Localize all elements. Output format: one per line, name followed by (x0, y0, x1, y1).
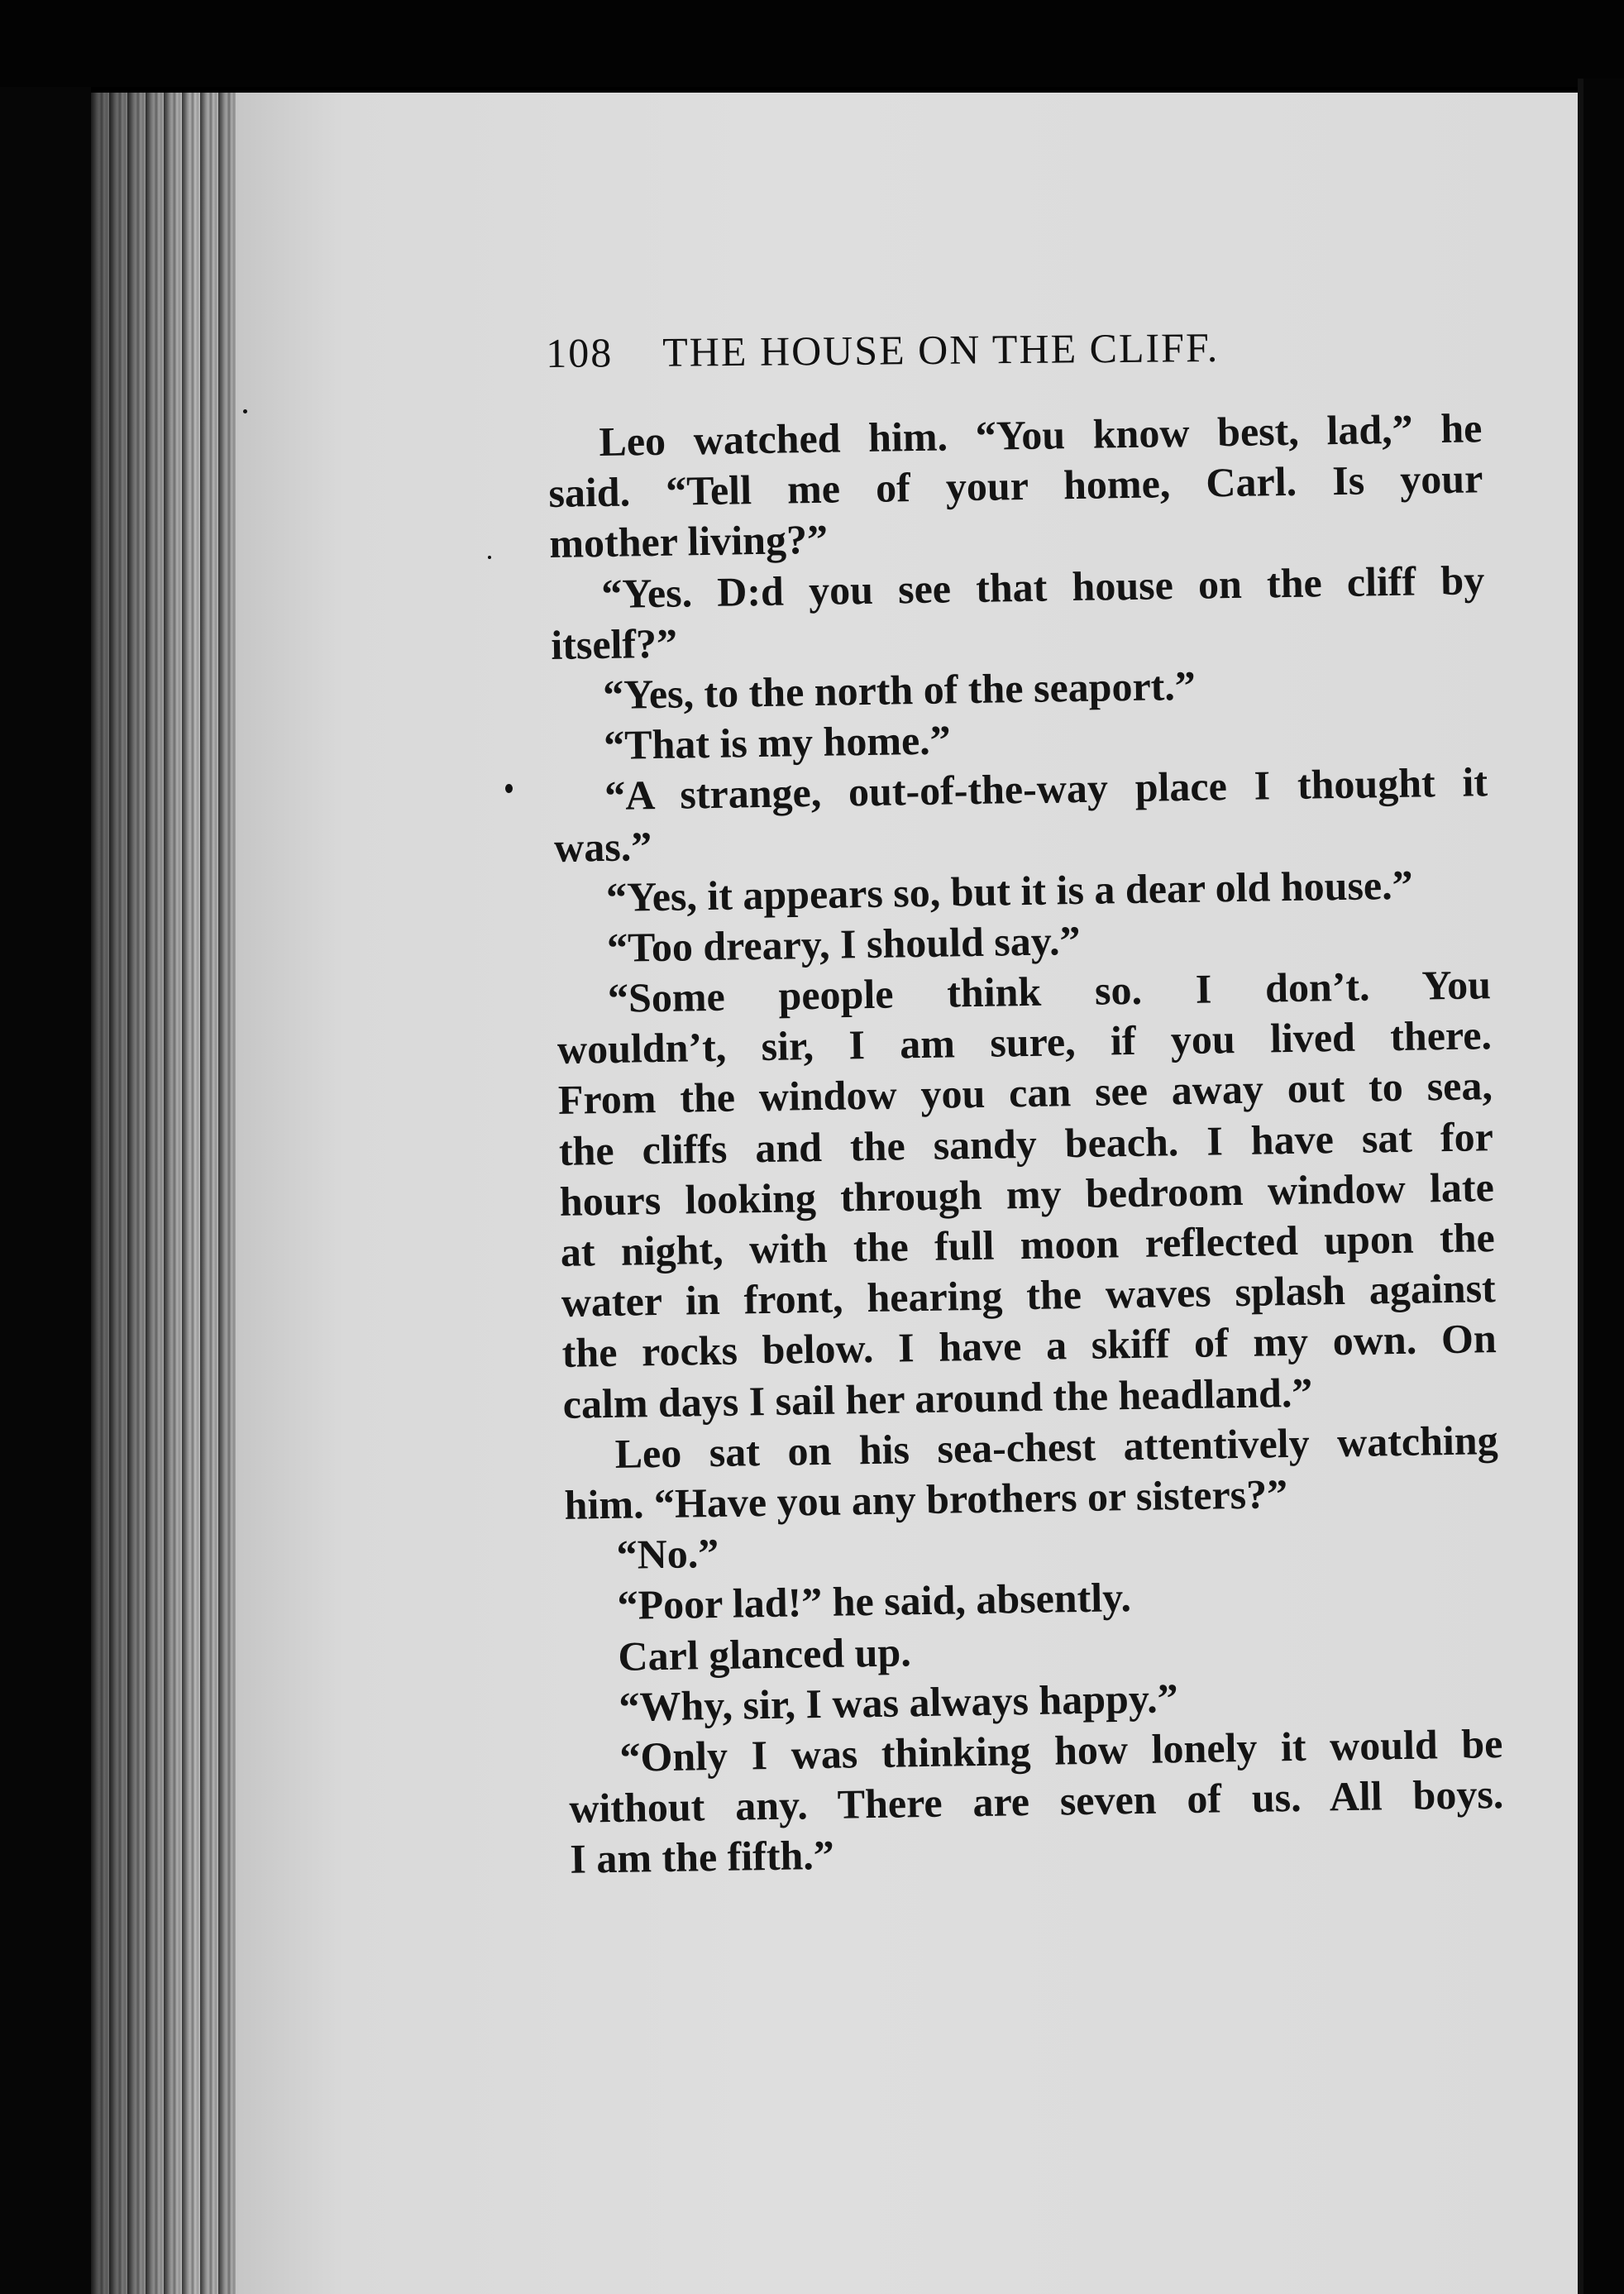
ink-speck (243, 409, 247, 413)
text-line: “Some people think so. I don’t. You (607, 961, 1492, 1021)
page-number: 108 (546, 329, 614, 376)
text-line: was.” (553, 822, 652, 871)
text-line: “A strange, out-of-the-way place I thought it (604, 758, 1488, 820)
text-line: “That is my home.” (603, 716, 952, 769)
text-line: hours looking through my bedroom window late (559, 1163, 1495, 1225)
text-line: “Yes. D:d you see that house on the cliff by (600, 556, 1485, 617)
running-header (546, 322, 1373, 377)
text-line: him. “Have you any brothers or sisters?” (564, 1470, 1288, 1528)
text-line: “No.” (616, 1530, 719, 1578)
text-line: itself?” (550, 619, 678, 668)
text-line: “Why, sir, I was always happy.” (619, 1674, 1179, 1730)
text-line: “Too dreary, I should say.” (606, 916, 1081, 971)
text-line: Carl glanced up. (618, 1627, 912, 1680)
text-line: “Only I was thinking how lonely it would be (619, 1719, 1503, 1780)
text-line: “Poor lad!” he said, absently. (617, 1574, 1132, 1629)
ink-speck (488, 556, 491, 559)
running-title: THE HOUSE ON THE CLIFF. (662, 323, 1220, 375)
text-line: at night, with the full moon reflected upon the (560, 1214, 1496, 1275)
page-edges-shadow (91, 93, 236, 2294)
text-line: said. “Tell me of your home, Carl. Is your (547, 455, 1483, 517)
text-line: mother living?” (548, 516, 829, 567)
text-line: “Yes, to the north of the seaport.” (602, 662, 1197, 718)
text-line: the cliffs and the sandy beach. I have sat for (558, 1112, 1494, 1174)
text-line: wouldn’t, sir, I am sure, if you lived there. (556, 1011, 1493, 1073)
text-line: Leo sat on his sea-chest attentively watching (614, 1416, 1498, 1477)
ink-speck (505, 784, 513, 793)
text-line: the rocks below. I have a skiff of my own. On (561, 1315, 1497, 1377)
scan-right-border (1583, 79, 1624, 2294)
body-text (547, 403, 1505, 1885)
text-line: water in front, hearing the waves splash against (561, 1264, 1497, 1326)
text-line: From the window you can see away out to sea, (557, 1062, 1493, 1124)
text-line: Leo watched him. “You know best, lad,” he (599, 404, 1483, 466)
text-line: I am the fifth.” (569, 1832, 835, 1883)
text-line: “Yes, it appears so, but it is a dear old house.” (605, 861, 1414, 920)
facing-page-edge (1578, 79, 1583, 2294)
scan-left-border (0, 87, 91, 2294)
text-line: calm days I sail her around the headland.” (562, 1369, 1313, 1427)
text-line: without any. There are seven of us. All boys. (568, 1771, 1504, 1832)
scan-top-border (0, 0, 1624, 87)
